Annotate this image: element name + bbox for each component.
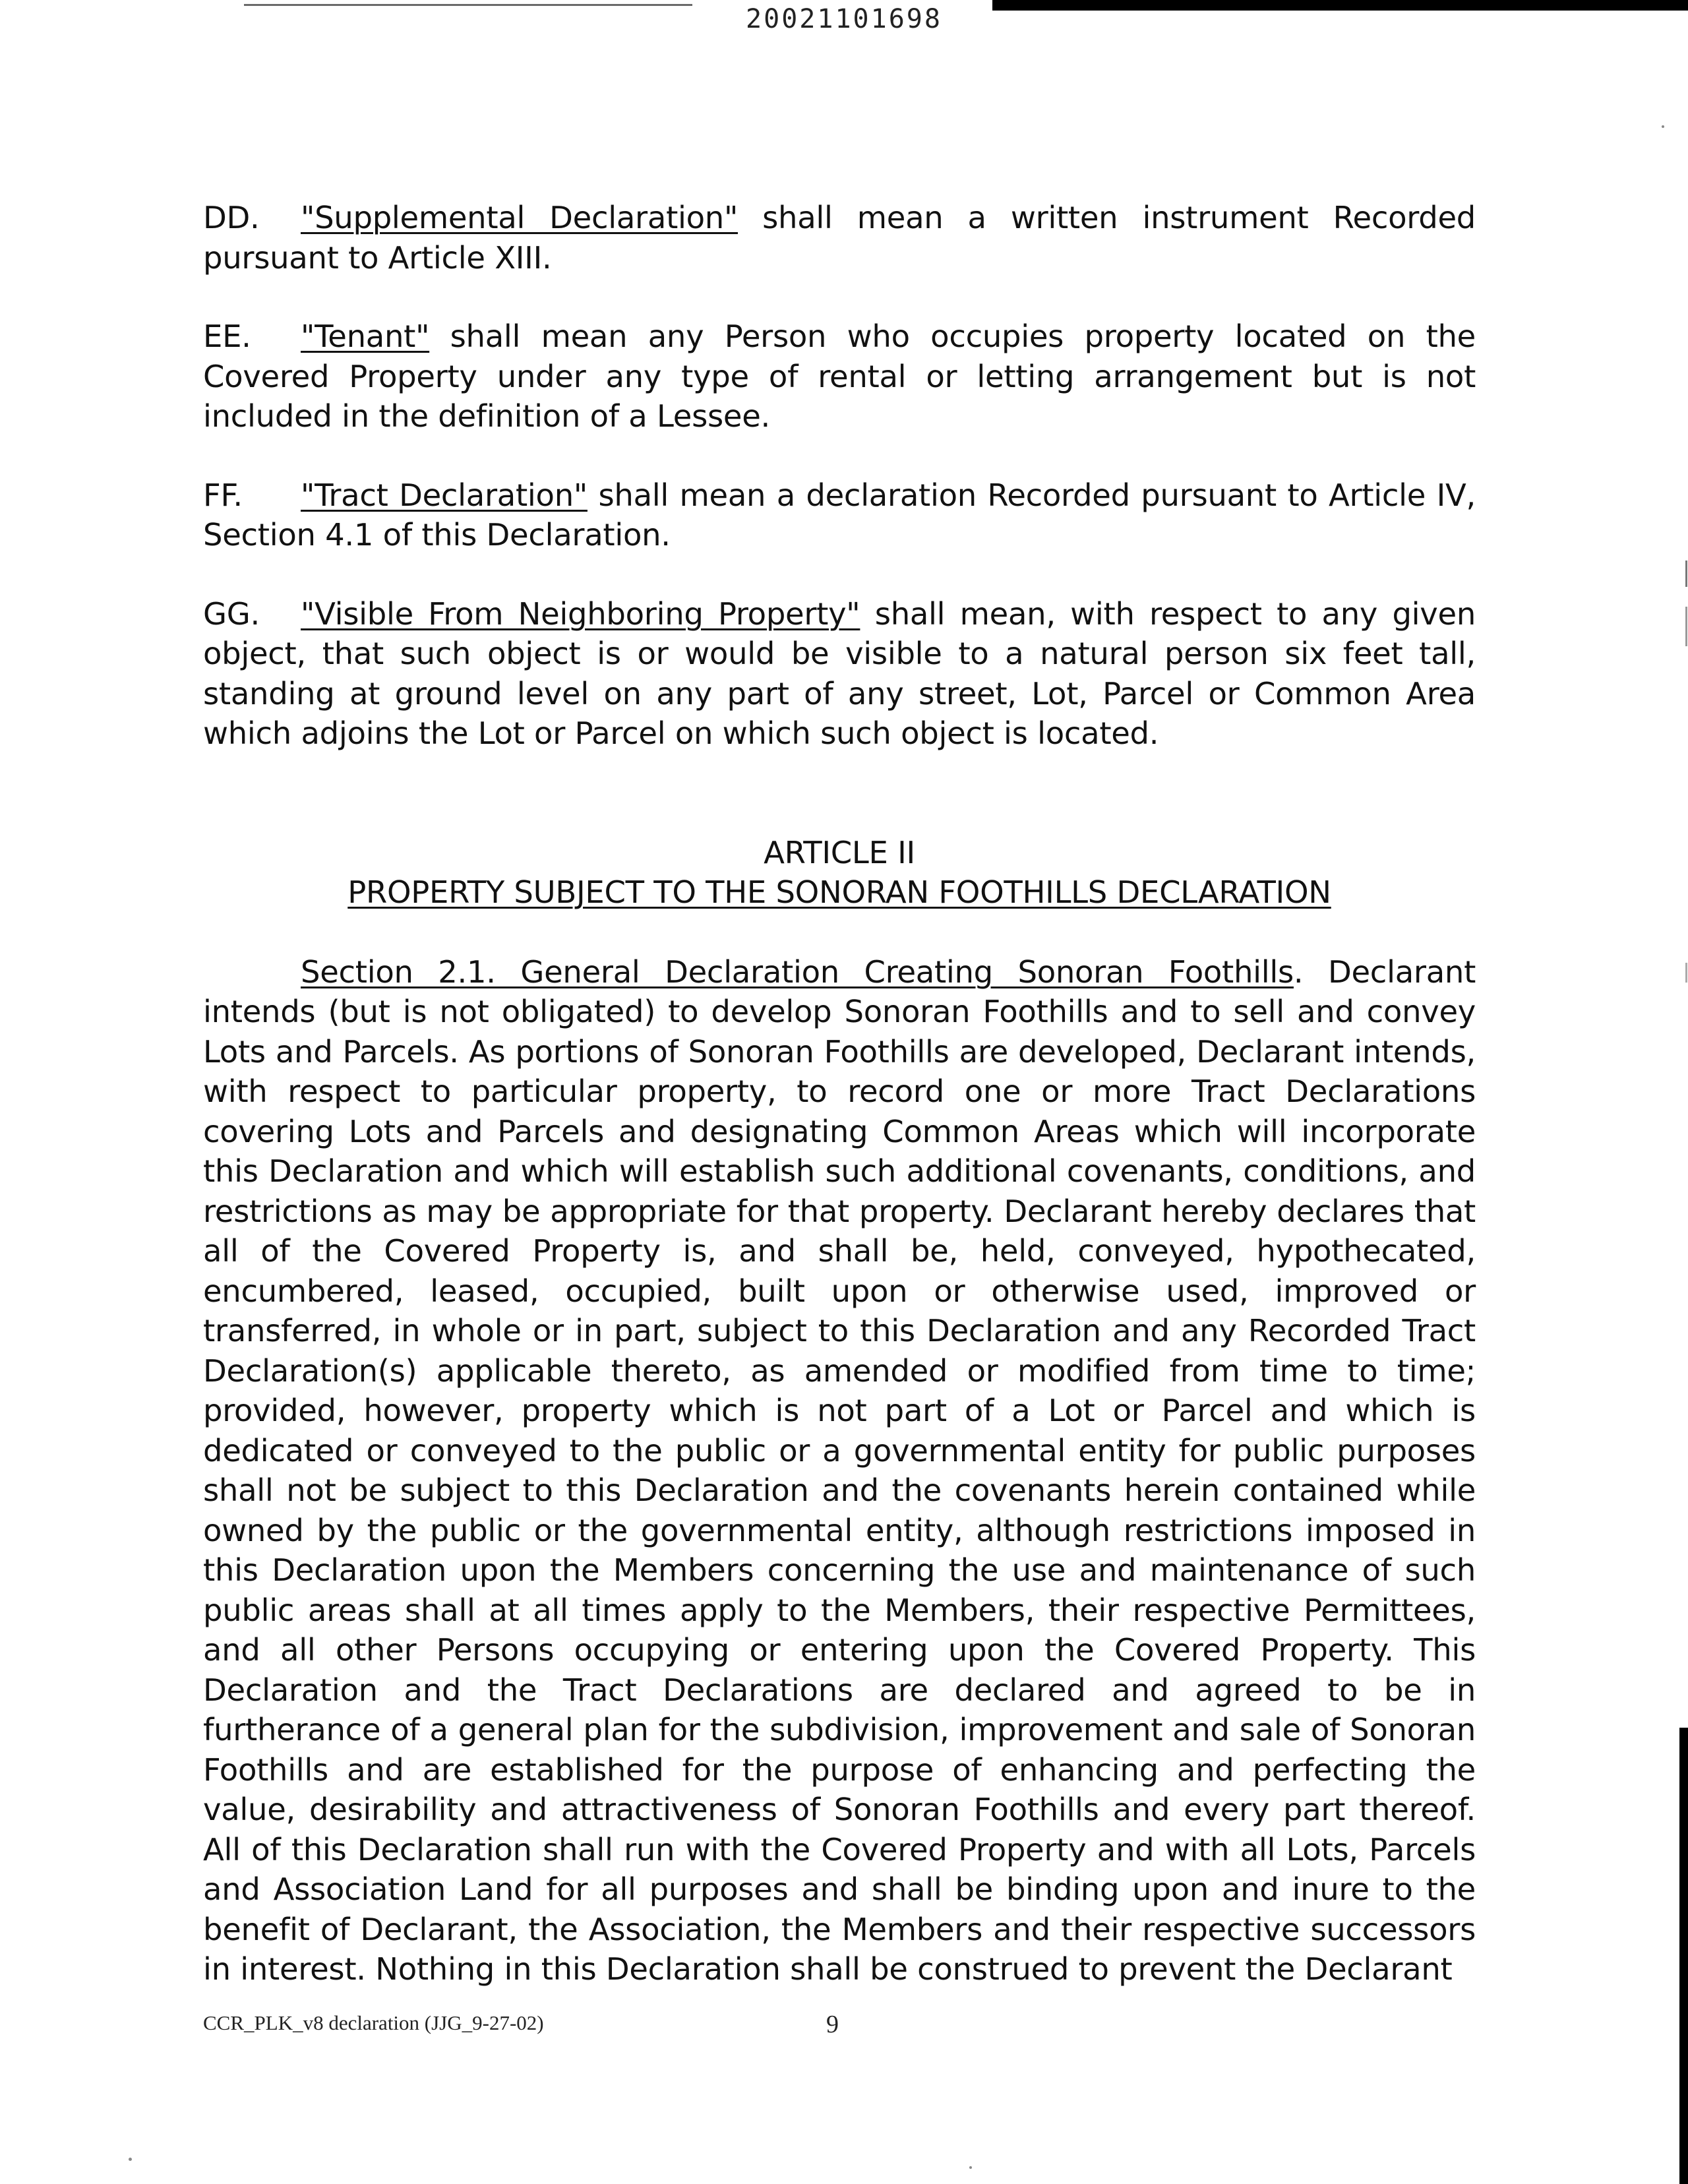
document-body [203,198,1476,1989]
definition-text: shall mean a declaration Recorded pursuant to Article IV, Section 4.1 of this Declaration. [203,477,1476,553]
scan-edge-mark [1685,963,1687,983]
definition-paragraph [203,475,1476,555]
definition-paragraph [203,317,1476,437]
section-heading: Section 2.1. General Declaration Creating Sonoran Foothills [301,954,1294,990]
scan-edge-mark [1685,561,1687,587]
article-title: PROPERTY SUBJECT TO THE SONORAN FOOTHILLS DECLARATION [347,874,1331,910]
definition-term: "Visible From Neighboring Property" [301,595,860,632]
scan-speck [969,2166,972,2169]
definition-paragraph [203,198,1476,278]
definition-letter: EE. [203,318,251,354]
scan-speck [129,2158,132,2161]
scan-edge-bar [1679,1728,1688,2184]
definition-term: "Tract Declaration" [301,477,588,513]
definition-term: "Supplemental Declaration" [301,200,738,235]
scan-edge-mark [1685,607,1687,646]
definition-text: shall mean any Person who occupies property located on the Covered Property under any type of rental or letting arrangement but is not included in the definition of a Lessee. [203,318,1476,434]
definition-text: shall mean, with respect to any given object, that such object is or would be visible to a natural person six feet tall, standing at ground level on any part of any street, Lot, Parcel or Common Area which adjoins the Lot or Parcel on which such object is located. [203,595,1476,751]
definition-paragraph [203,594,1476,754]
footer-document-id: CCR_PLK_v8 declaration (JJG_9-27-02) [203,2011,544,2034]
recording-number: 20021101698 [746,4,942,34]
article-number: ARTICLE II [764,834,915,870]
definition-text: shall mean a written instrument Recorded pursuant to Article XIII. [203,200,1476,276]
footer-page-number: 9 [826,2011,839,2038]
scan-speck [1662,125,1664,128]
article-heading [203,833,1476,913]
definition-letter: DD. [203,200,260,235]
section-body: . Declarant intends (but is not obligated) to develop Sonoran Foothills and to sell and convey Lots and Parcels. As portions of Sonoran Foothills are developed, Declarant intends, with respect to particular property, to record one or more Tract Declarations covering Lots and Parcels and designating Common Areas which will incorporate this Declaration and which will establish such additional covenants, conditions, and restrictions as may be appropriate for that property. Declarant hereby declares that all of the Covered Property is, and shall be, held, conveyed, hypothecated, encumbered, leased, occupied, built upon or otherwise used, improved or transferred, in whole or in part, subject to this Declaration and any Recorded Tract Declaration(s) applicable thereto, as amended or modified from time to time; provided, however, property which is not part of a Lot or Parcel and which is dedicated or conveyed to the public or a governmental entity for public purposes shall not be subject to this Declaration and the covenants herein contained while owned by the public or the governmental entity, although restrictions imposed in this Declaration upon the Members concerning the use and maintenance of such public areas shall at all times apply to the Members, their respective Permittees, and all other Persons occupying or entering upon the Covered Property. This Declaration and the Tract Declarations are declared and agreed to be in furtherance of a general plan for the subdivision, improvement and sale of Sonoran Foothills and are established for the purpose of enhancing and perfecting the value, desirability and attractiveness of Sonoran Foothills and every part thereof. All of this Declaration shall run with the Covered Property and with all Lots, Parcels and Association Land for all purposes and shall be binding upon and inure to the benefit of Declarant, the Association, the Members and their respective successors in interest. Nothing in this Declaration shall be construed to prevent the Declarant [203,954,1476,1987]
section-paragraph [203,952,1476,1989]
definition-letter: FF. [203,477,243,513]
definition-term: "Tenant" [301,318,430,354]
definition-letter: GG. [203,595,260,632]
